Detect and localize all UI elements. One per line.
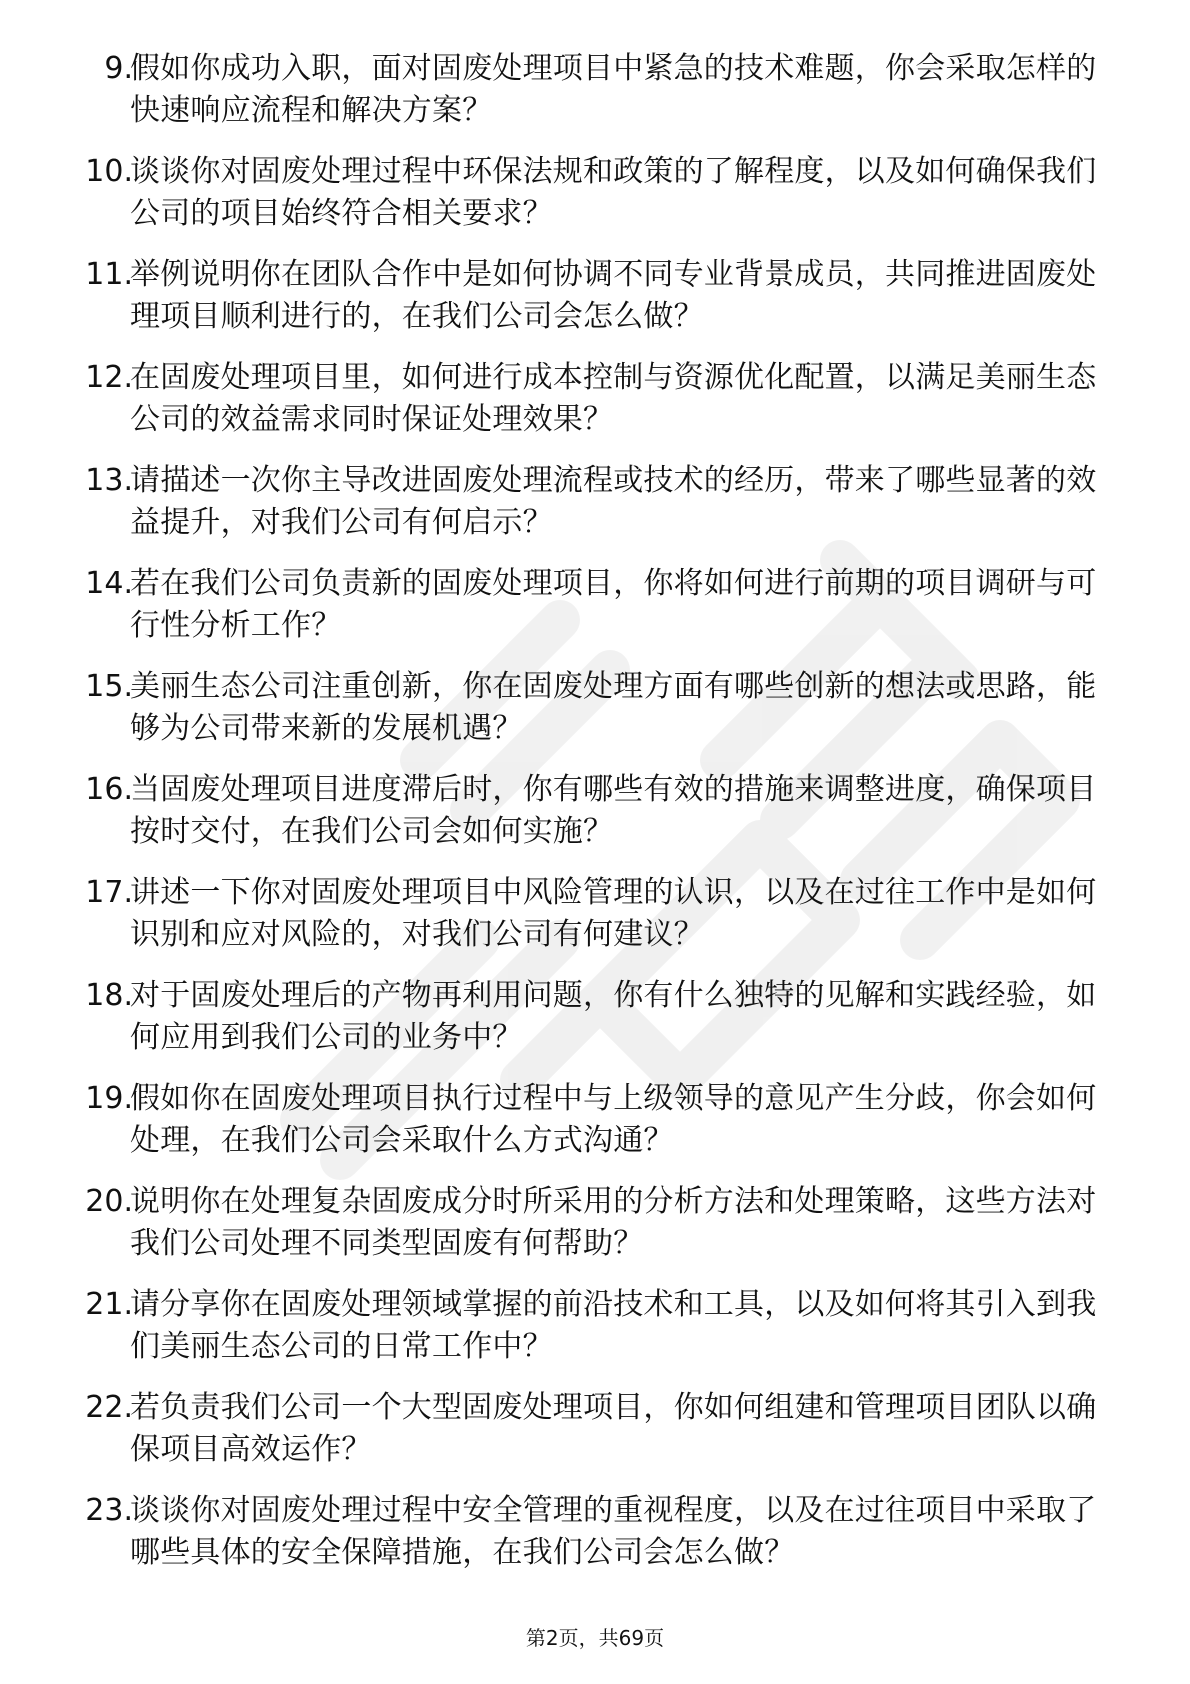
question-text: 在固废处理项目里，如何进行成本控制与资源优化配置，以满足美丽生态公司的效益需求同时保证处理效果？: [130, 360, 1097, 437]
list-item: [0, 357, 1190, 460]
list-item: [0, 769, 1190, 872]
question-text: 举例说明你在团队合作中是如何协调不同专业背景成员，共同推进固废处理项目顺利进行的，在我们公司会怎么做？: [130, 257, 1097, 334]
question-number: 19.: [85, 1081, 133, 1116]
question-number: 9.: [104, 51, 133, 86]
question-list: [0, 48, 1190, 1593]
question-number: 17.: [85, 875, 133, 910]
question-text: 假如你在固废处理项目执行过程中与上级领导的意见产生分歧，你会如何处理，在我们公司会采取什么方式沟通？: [130, 1081, 1097, 1158]
list-item: [0, 1078, 1190, 1181]
question-text: 若负责我们公司一个大型固废处理项目，你如何组建和管理项目团队以确保项目高效运作？: [130, 1390, 1097, 1467]
question-number: 15.: [85, 669, 133, 704]
list-item: [0, 975, 1190, 1078]
list-item: [0, 460, 1190, 563]
question-number: 16.: [85, 772, 133, 807]
question-text: 说明你在处理复杂固废成分时所采用的分析方法和处理策略，这些方法对我们公司处理不同类型固废有何帮助？: [130, 1184, 1097, 1261]
question-text: 当固废处理项目进度滞后时，你有哪些有效的措施来调整进度，确保项目按时交付，在我们公司会如何实施？: [130, 772, 1097, 849]
page-footer: 第2页，共69页: [525, 1626, 665, 1650]
question-text: 若在我们公司负责新的固废处理项目，你将如何进行前期的项目调研与可行性分析工作？: [130, 566, 1097, 643]
question-text: 讲述一下你对固废处理项目中风险管理的认识，以及在过往工作中是如何识别和应对风险的，对我们公司有何建议？: [130, 875, 1097, 952]
list-item: [0, 1181, 1190, 1284]
question-text: 请描述一次你主导改进固废处理流程或技术的经历，带来了哪些显著的效益提升，对我们公司有何启示？: [130, 463, 1097, 540]
question-number: 23.: [85, 1493, 133, 1528]
question-number: 11.: [85, 257, 133, 292]
question-number: 18.: [85, 978, 133, 1013]
question-number: 10.: [85, 154, 133, 189]
question-text: 请分享你在固废处理领域掌握的前沿技术和工具，以及如何将其引入到我们美丽生态公司的日常工作中？: [130, 1287, 1097, 1364]
question-text: 谈谈你对固废处理过程中安全管理的重视程度，以及在过往项目中采取了哪些具体的安全保障措施，在我们公司会怎么做？: [130, 1493, 1097, 1570]
question-number: 20.: [85, 1184, 133, 1219]
question-number: 22.: [85, 1390, 133, 1425]
question-number: 13.: [85, 463, 133, 498]
question-number: 21.: [85, 1287, 133, 1322]
question-number: 14.: [85, 566, 133, 601]
list-item: [0, 872, 1190, 975]
list-item: [0, 48, 1190, 151]
list-item: [0, 151, 1190, 254]
question-text: 对于固废处理后的产物再利用问题，你有什么独特的见解和实践经验，如何应用到我们公司的业务中？: [130, 978, 1097, 1055]
question-number: 12.: [85, 360, 133, 395]
question-text: 美丽生态公司注重创新，你在固废处理方面有哪些创新的想法或思路，能够为公司带来新的发展机遇？: [130, 669, 1097, 746]
list-item: [0, 1284, 1190, 1387]
list-item: [0, 1490, 1190, 1593]
list-item: [0, 563, 1190, 666]
list-item: [0, 254, 1190, 357]
question-text: 谈谈你对固废处理过程中环保法规和政策的了解程度，以及如何确保我们公司的项目始终符合相关要求？: [130, 154, 1097, 231]
list-item: [0, 666, 1190, 769]
question-text: 假如你成功入职，面对固废处理项目中紧急的技术难题，你会采取怎样的快速响应流程和解决方案？: [130, 51, 1097, 128]
list-item: [0, 1387, 1190, 1490]
